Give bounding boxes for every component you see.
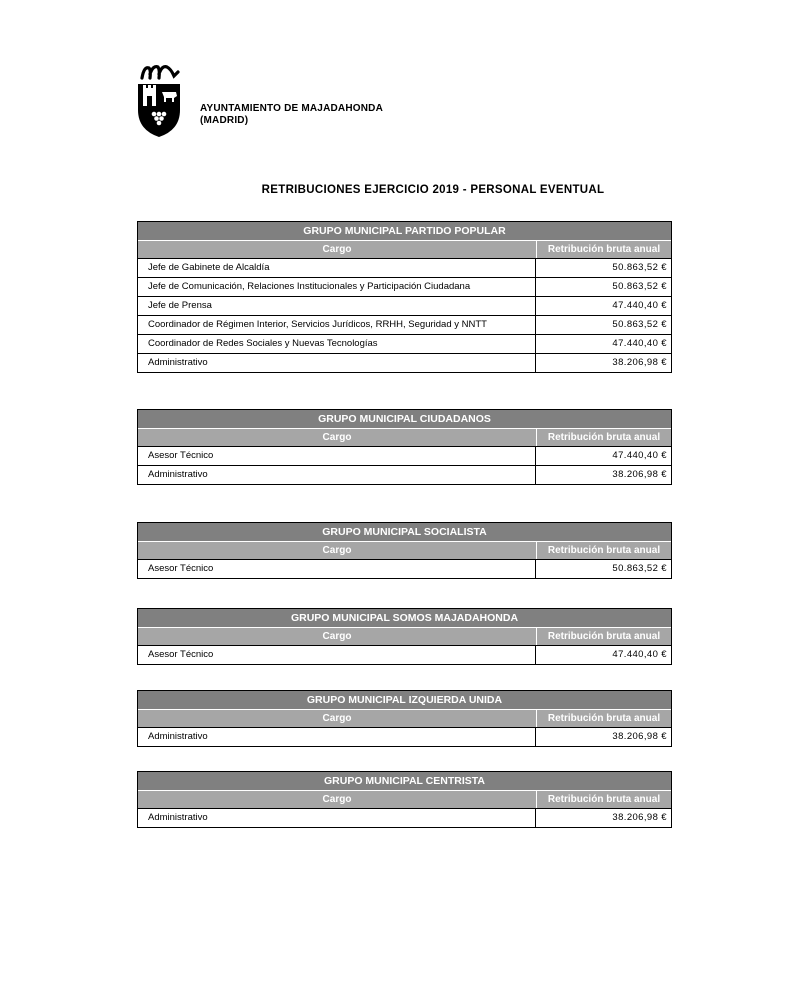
group-title: GRUPO MUNICIPAL CENTRISTA — [138, 772, 671, 791]
column-header-cargo: Cargo — [138, 791, 537, 808]
cell-cargo: Administrativo — [138, 354, 536, 372]
cell-importe: 38.206,98 € — [612, 469, 667, 480]
column-header-retribucion: Retribución bruta anual — [547, 244, 661, 255]
cell-importe: 50.863,52 € — [612, 262, 667, 273]
table-row — [138, 808, 671, 827]
organization-name — [200, 103, 383, 127]
column-header-retribucion: Retribución bruta anual — [547, 794, 661, 805]
group-title: GRUPO MUNICIPAL IZQUIERDA UNIDA — [138, 691, 671, 710]
column-header-retribucion: Retribución bruta anual — [547, 713, 661, 724]
cell-cargo: Asesor Técnico — [138, 646, 536, 664]
table-header — [138, 628, 671, 645]
column-header-cargo: Cargo — [138, 628, 537, 645]
cell-importe: 50.863,52 € — [612, 319, 667, 330]
table-header — [138, 429, 671, 446]
cell-cargo: Administrativo — [138, 728, 536, 746]
cell-importe: 47.440,40 € — [612, 649, 667, 660]
cell-importe: 47.440,40 € — [612, 300, 667, 311]
group-title: GRUPO MUNICIPAL SOMOS MAJADAHONDA — [138, 609, 671, 628]
cell-importe: 47.440,40 € — [612, 338, 667, 349]
table-row — [138, 353, 671, 372]
organization-line-1: AYUNTAMIENTO DE MAJADAHONDA — [200, 103, 384, 114]
table-header — [138, 241, 671, 258]
organization-line-2: (MADRID) — [200, 115, 249, 126]
table-grupo-ciudadanos — [137, 409, 672, 485]
cell-cargo: Jefe de Gabinete de Alcaldía — [138, 259, 536, 277]
cell-cargo: Administrativo — [138, 466, 536, 484]
table-grupo-somos-majadahonda — [137, 608, 672, 665]
cell-importe: 50.863,52 € — [612, 563, 667, 574]
cell-importe: 38.206,98 € — [612, 731, 667, 742]
table-row — [138, 296, 671, 315]
column-header-retribucion: Retribución bruta anual — [547, 545, 661, 556]
table-header — [138, 791, 671, 808]
column-header-cargo: Cargo — [138, 710, 537, 727]
column-header-cargo: Cargo — [138, 241, 537, 258]
table-grupo-partido-popular — [137, 221, 672, 373]
table-row — [138, 559, 671, 578]
column-header-retribucion: Retribución bruta anual — [547, 432, 661, 443]
municipal-coat-of-arms-icon — [136, 62, 182, 138]
column-header-retribucion: Retribución bruta anual — [547, 631, 661, 642]
table-row — [138, 645, 671, 664]
table-header — [138, 542, 671, 559]
table-header — [138, 710, 671, 727]
group-title: GRUPO MUNICIPAL SOCIALISTA — [138, 523, 671, 542]
page-title: RETRIBUCIONES EJERCICIO 2019 - PERSONAL EVENTUAL — [261, 184, 605, 196]
table-row — [138, 465, 671, 484]
table-grupo-centrista — [137, 771, 672, 828]
table-row — [138, 258, 671, 277]
table-row — [138, 727, 671, 746]
cell-importe: 38.206,98 € — [612, 357, 667, 368]
cell-importe: 38.206,98 € — [612, 812, 667, 823]
group-title: GRUPO MUNICIPAL PARTIDO POPULAR — [138, 222, 671, 241]
cell-importe: 47.440,40 € — [612, 450, 667, 461]
cell-cargo: Coordinador de Régimen Interior, Servicios Jurídicos, RRHH, Seguridad y NNTT — [138, 316, 536, 334]
cell-importe: 50.863,52 € — [612, 281, 667, 292]
table-row — [138, 277, 671, 296]
cell-cargo: Jefe de Prensa — [138, 297, 536, 315]
group-title: GRUPO MUNICIPAL CIUDADANOS — [138, 410, 671, 429]
cell-cargo: Asesor Técnico — [138, 560, 536, 578]
cell-cargo: Coordinador de Redes Sociales y Nuevas Tecnologías — [138, 335, 536, 353]
table-grupo-izquierda-unida — [137, 690, 672, 747]
cell-cargo: Administrativo — [138, 809, 536, 827]
table-row — [138, 446, 671, 465]
table-row — [138, 334, 671, 353]
cell-cargo: Jefe de Comunicación, Relaciones Institucionales y Participación Ciudadana — [138, 278, 536, 296]
column-header-cargo: Cargo — [138, 429, 537, 446]
table-row — [138, 315, 671, 334]
cell-cargo: Asesor Técnico — [138, 447, 536, 465]
table-grupo-socialista — [137, 522, 672, 579]
column-header-cargo: Cargo — [138, 542, 537, 559]
